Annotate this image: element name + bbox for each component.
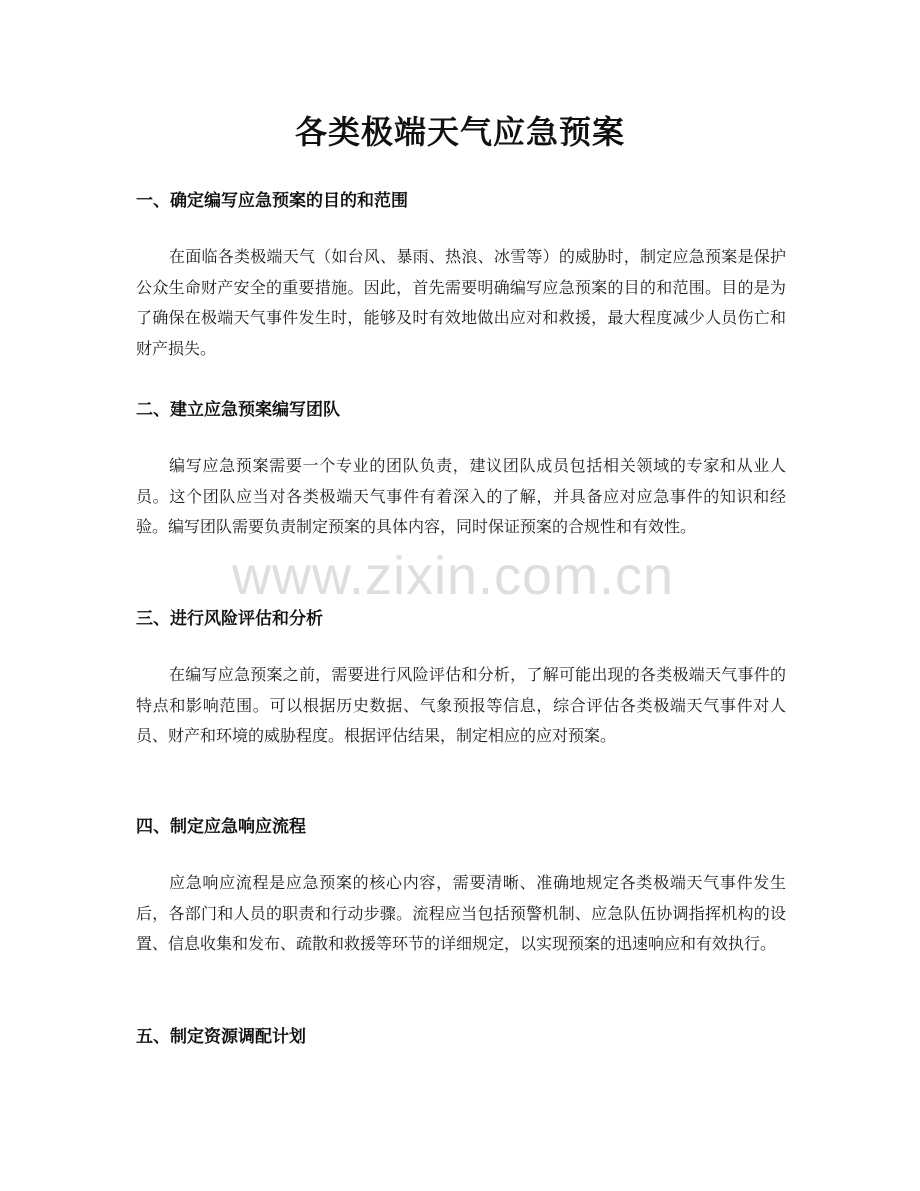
section-heading: 四、制定应急响应流程 [136,817,306,837]
section-heading: 一、确定编写应急预案的目的和范围 [136,191,408,211]
section-heading: 三、进行风险评估和分析 [136,609,323,629]
section-5 [136,1024,786,1050]
section-paragraph: 在编写应急预案之前，需要进行风险评估和分析，了解可能出现的各类极端天气事件的特点和影响范围。可以根据历史数据、气象预报等信息，综合评估各类极端天气事件对人员、财产和环境的威胁程度。根据评估结果，制定相应的应对预案。 [136,665,786,745]
section-paragraph: 在面临各类极端天气（如台风、暴雨、热浪、冰雪等）的威胁时，制定应急预案是保护公众生命财产安全的重要措施。因此，首先需要明确编写应急预案的目的和范围。目的是为了确保在极端天气事件发生时，能够及时有效地做出应对和救援，最大程度减少人员伤亡和财产损失。 [136,247,786,358]
section-paragraph: 编写应急预案需要一个专业的团队负责，建议团队成员包括相关领域的专家和从业人员。这个团队应当对各类极端天气事件有着深入的了解，并具备应对应急事件的知识和经验。编写团队需要负责制定预案的具体内容，同时保证预案的合规性和有效性。 [136,456,786,536]
document-title: 各类极端天气应急预案 [294,113,625,151]
section-4 [136,814,786,960]
section-3 [136,606,786,752]
section-1 [136,188,786,364]
section-heading: 二、建立应急预案编写团队 [136,400,340,420]
section-paragraph: 应急响应流程是应急预案的核心内容，需要清晰、准确地规定各类极端天气事件发生后，各部门和人员的职责和行动步骤。流程应当包括预警机制、应急队伍协调指挥机构的设置、信息收集和发布、疏散和救援等环节的详细规定，以实现预案的迅速响应和有效执行。 [136,873,786,953]
section-2 [136,397,786,543]
watermark: www.zixin.com.cn [232,546,675,606]
section-heading: 五、制定资源调配计划 [136,1027,306,1047]
